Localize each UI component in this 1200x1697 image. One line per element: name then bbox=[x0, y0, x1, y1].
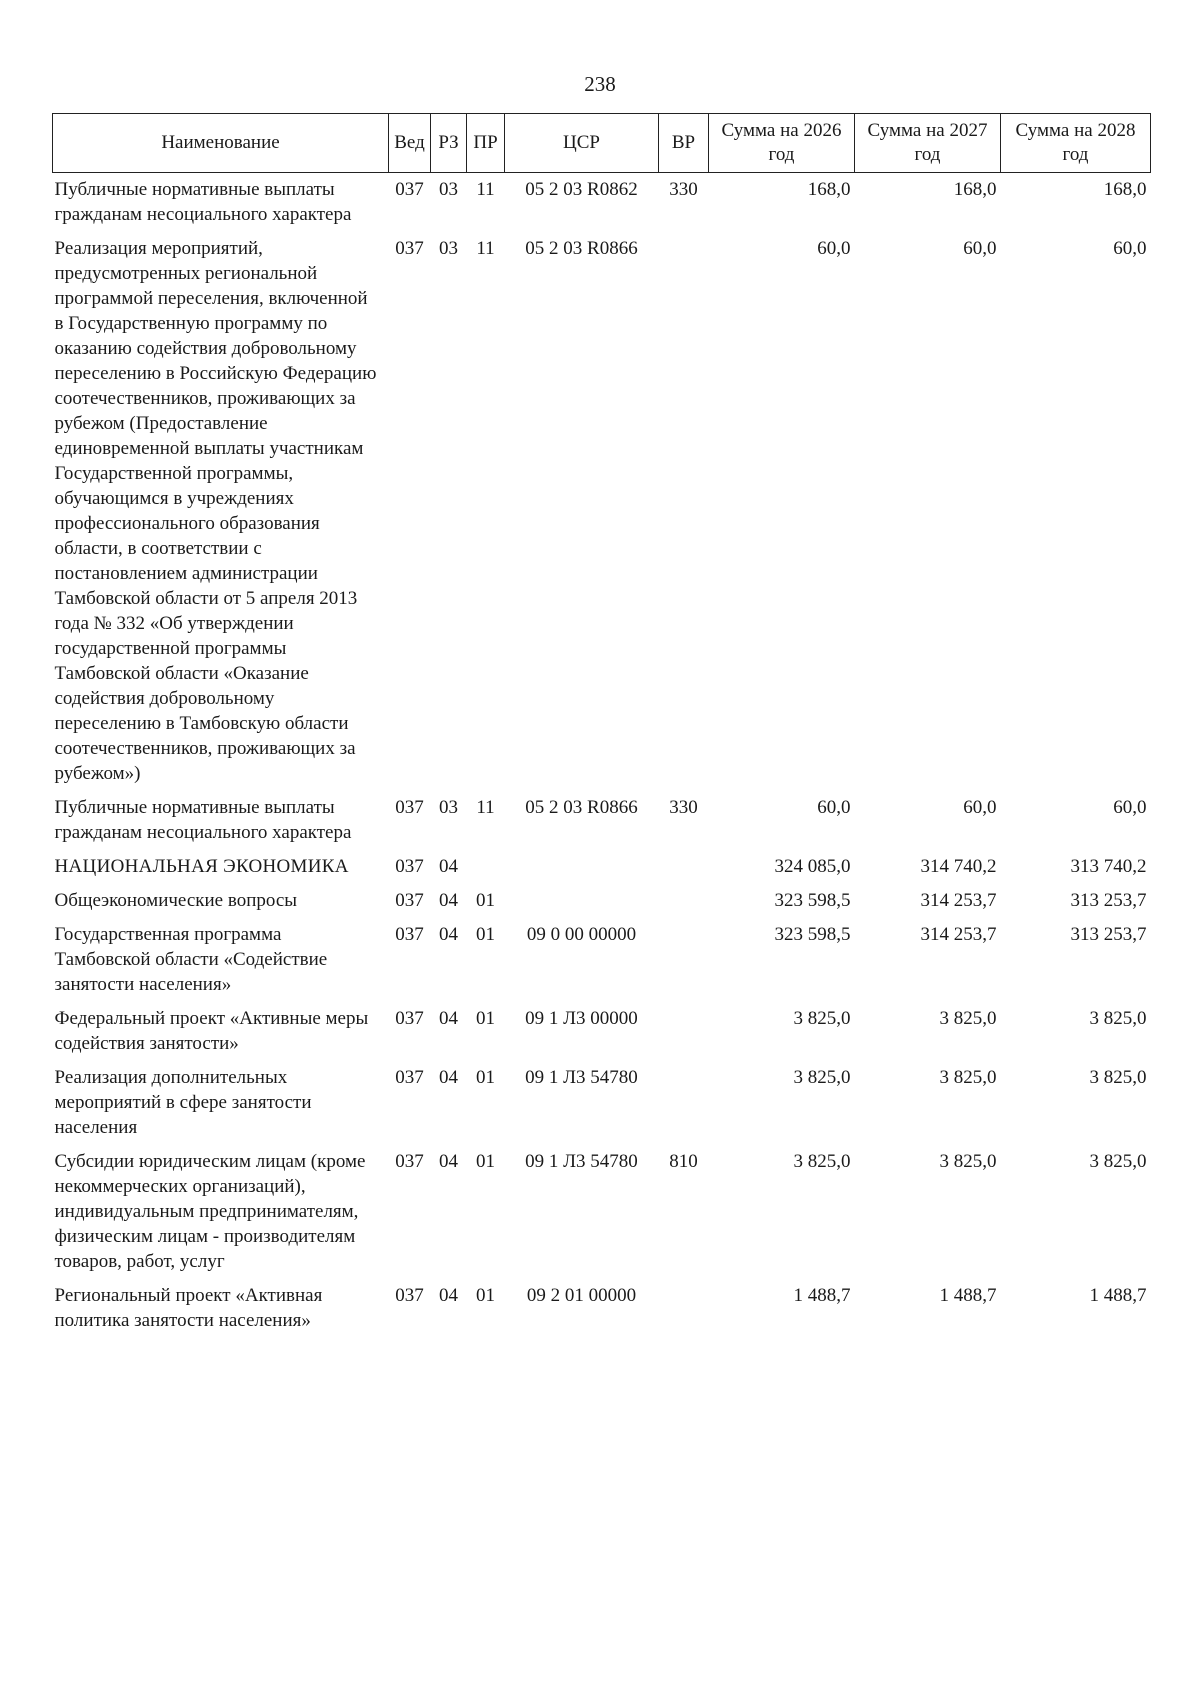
cell-sum-2027: 60,0 bbox=[963, 797, 997, 818]
cell-name: Публичные нормативные выплаты гражданам несоциального характера bbox=[54, 179, 352, 225]
cell-rz: 04 bbox=[439, 924, 458, 945]
cell-sum-2027: 168,0 bbox=[953, 179, 997, 200]
cell-sum-2027: 314 740,2 bbox=[920, 856, 997, 877]
cell-sum-2027: 60,0 bbox=[963, 238, 997, 259]
cell-pr: 11 bbox=[476, 797, 495, 818]
cell-ved: 037 bbox=[395, 890, 424, 911]
header-sum-2027: Сумма на 2027 год bbox=[855, 114, 1001, 173]
cell-pr: 01 bbox=[476, 1067, 495, 1088]
table-row bbox=[53, 884, 1151, 918]
cell-vr bbox=[659, 1279, 709, 1338]
cell-rz: 03 bbox=[439, 797, 458, 818]
cell-sum-2026: 3 825,0 bbox=[793, 1067, 851, 1088]
header-rz: РЗ bbox=[431, 114, 467, 173]
cell-sum-2028: 60,0 bbox=[1113, 238, 1147, 259]
cell-sum-2028: 1 488,7 bbox=[1089, 1285, 1147, 1306]
cell-sum-2026: 323 598,5 bbox=[774, 924, 851, 945]
cell-rz: 04 bbox=[439, 856, 458, 877]
header-ved: Вед bbox=[389, 114, 431, 173]
cell-vr: 810 bbox=[669, 1151, 698, 1172]
header-csr: ЦСР bbox=[505, 114, 659, 173]
cell-rz: 04 bbox=[439, 1285, 458, 1306]
cell-ved: 037 bbox=[395, 1008, 424, 1029]
cell-pr: 11 bbox=[476, 179, 495, 200]
cell-csr: 09 1 Л3 00000 bbox=[525, 1008, 638, 1029]
cell-pr: 01 bbox=[476, 1151, 495, 1172]
table-row bbox=[53, 1279, 1151, 1338]
cell-sum-2026: 1 488,7 bbox=[793, 1285, 851, 1306]
cell-ved: 037 bbox=[395, 856, 424, 877]
cell-pr: 01 bbox=[476, 1285, 495, 1306]
cell-sum-2028: 3 825,0 bbox=[1089, 1008, 1147, 1029]
table-row bbox=[53, 173, 1151, 233]
cell-rz: 04 bbox=[439, 1008, 458, 1029]
table-row bbox=[53, 1145, 1151, 1279]
table-row bbox=[53, 918, 1151, 1002]
cell-ved: 037 bbox=[395, 797, 424, 818]
cell-name: Федеральный проект «Активные меры содействия занятости» bbox=[54, 1008, 369, 1054]
header-pr: ПР bbox=[467, 114, 505, 173]
cell-name: Государственная программа Тамбовской области «Содействие занятости населения» bbox=[54, 924, 328, 995]
table-row bbox=[53, 791, 1151, 850]
cell-rz: 04 bbox=[439, 1151, 458, 1172]
cell-vr bbox=[659, 1002, 709, 1061]
page-number: 238 bbox=[584, 72, 616, 96]
header-sum-2028: Сумма на 2028 год bbox=[1001, 114, 1151, 173]
cell-sum-2028: 60,0 bbox=[1113, 797, 1147, 818]
cell-csr: 09 1 Л3 54780 bbox=[525, 1151, 638, 1172]
cell-name: Региональный проект «Активная политика занятости населения» bbox=[54, 1285, 323, 1331]
cell-sum-2026: 324 085,0 bbox=[774, 856, 851, 877]
cell-name: Субсидии юридическим лицам (кроме некоммерческих организаций), индивидуальным предпринимателям, физическим лицам - производителям товаров, работ, услуг bbox=[54, 1151, 366, 1272]
cell-name: Публичные нормативные выплаты гражданам несоциального характера bbox=[54, 797, 352, 843]
cell-name: Общеэкономические вопросы bbox=[54, 890, 298, 911]
cell-rz: 04 bbox=[439, 890, 458, 911]
cell-sum-2026: 60,0 bbox=[817, 238, 851, 259]
cell-vr bbox=[659, 232, 709, 791]
cell-sum-2027: 314 253,7 bbox=[920, 924, 997, 945]
cell-pr: 01 bbox=[476, 1008, 495, 1029]
cell-csr: 05 2 03 R0862 bbox=[525, 179, 638, 200]
cell-sum-2028: 313 740,2 bbox=[1070, 856, 1147, 877]
table-row bbox=[53, 850, 1151, 884]
cell-csr bbox=[505, 850, 659, 884]
cell-vr bbox=[659, 1061, 709, 1145]
cell-ved: 037 bbox=[395, 924, 424, 945]
cell-sum-2027: 3 825,0 bbox=[939, 1067, 997, 1088]
table-row bbox=[53, 232, 1151, 791]
cell-sum-2027: 3 825,0 bbox=[939, 1151, 997, 1172]
cell-sum-2028: 313 253,7 bbox=[1070, 924, 1147, 945]
cell-csr: 09 2 01 00000 bbox=[526, 1285, 637, 1306]
cell-vr bbox=[659, 850, 709, 884]
cell-csr: 09 0 00 00000 bbox=[526, 924, 637, 945]
cell-sum-2028: 313 253,7 bbox=[1070, 890, 1147, 911]
cell-sum-2027: 3 825,0 bbox=[939, 1008, 997, 1029]
cell-ved: 037 bbox=[395, 1151, 424, 1172]
cell-sum-2026: 168,0 bbox=[807, 179, 851, 200]
cell-vr: 330 bbox=[669, 797, 698, 818]
cell-ved: 037 bbox=[395, 238, 424, 259]
cell-vr bbox=[659, 884, 709, 918]
cell-rz: 04 bbox=[439, 1067, 458, 1088]
cell-pr: 01 bbox=[476, 924, 495, 945]
cell-sum-2026: 323 598,5 bbox=[774, 890, 851, 911]
cell-sum-2026: 3 825,0 bbox=[793, 1008, 851, 1029]
cell-csr: 05 2 03 R0866 bbox=[525, 238, 638, 259]
header-vr: ВР bbox=[659, 114, 709, 173]
budget-table bbox=[52, 113, 1151, 1338]
cell-csr bbox=[505, 884, 659, 918]
table-header bbox=[53, 114, 1151, 173]
cell-name: Реализация мероприятий, предусмотренных региональной программой переселения, включенной в Государственную программу по оказанию содействия добровольному переселению в Российскую Федерацию соотечественников, проживающих за рубежом (Предоставление единовременной выплаты участникам Государственной программы, обучающимся в учреждениях профессионального образования области, в соответствии с постановлением администрации Тамбовской области от 5 апреля 2013 года № 332 «Об утверждении государственной программы Тамбовской области «Оказание содействия добровольному переселению в Тамбовскую области соотечественников, проживающих за рубежом») bbox=[54, 238, 377, 784]
cell-sum-2026: 60,0 bbox=[817, 797, 851, 818]
table-row bbox=[53, 1002, 1151, 1061]
cell-rz: 03 bbox=[439, 179, 458, 200]
header-sum-2026: Сумма на 2026 год bbox=[709, 114, 855, 173]
table-body bbox=[53, 173, 1151, 1339]
header-name: Наименование bbox=[53, 114, 389, 173]
cell-csr: 09 1 Л3 54780 bbox=[525, 1067, 638, 1088]
cell-sum-2027: 1 488,7 bbox=[939, 1285, 997, 1306]
cell-ved: 037 bbox=[395, 179, 424, 200]
cell-vr bbox=[659, 918, 709, 1002]
cell-sum-2028: 3 825,0 bbox=[1089, 1067, 1147, 1088]
cell-csr: 05 2 03 R0866 bbox=[525, 797, 638, 818]
cell-pr: 01 bbox=[476, 890, 495, 911]
cell-pr: 11 bbox=[476, 238, 495, 259]
cell-rz: 03 bbox=[439, 238, 458, 259]
cell-ved: 037 bbox=[395, 1067, 424, 1088]
cell-name: Реализация дополнительных мероприятий в сфере занятости населения bbox=[54, 1067, 312, 1138]
cell-pr bbox=[467, 850, 505, 884]
cell-sum-2026: 3 825,0 bbox=[793, 1151, 851, 1172]
cell-vr: 330 bbox=[669, 179, 698, 200]
cell-name: НАЦИОНАЛЬНАЯ ЭКОНОМИКА bbox=[54, 856, 349, 877]
table-row bbox=[53, 1061, 1151, 1145]
cell-ved: 037 bbox=[395, 1285, 424, 1306]
cell-sum-2028: 3 825,0 bbox=[1089, 1151, 1147, 1172]
cell-sum-2027: 314 253,7 bbox=[920, 890, 997, 911]
cell-sum-2028: 168,0 bbox=[1103, 179, 1147, 200]
